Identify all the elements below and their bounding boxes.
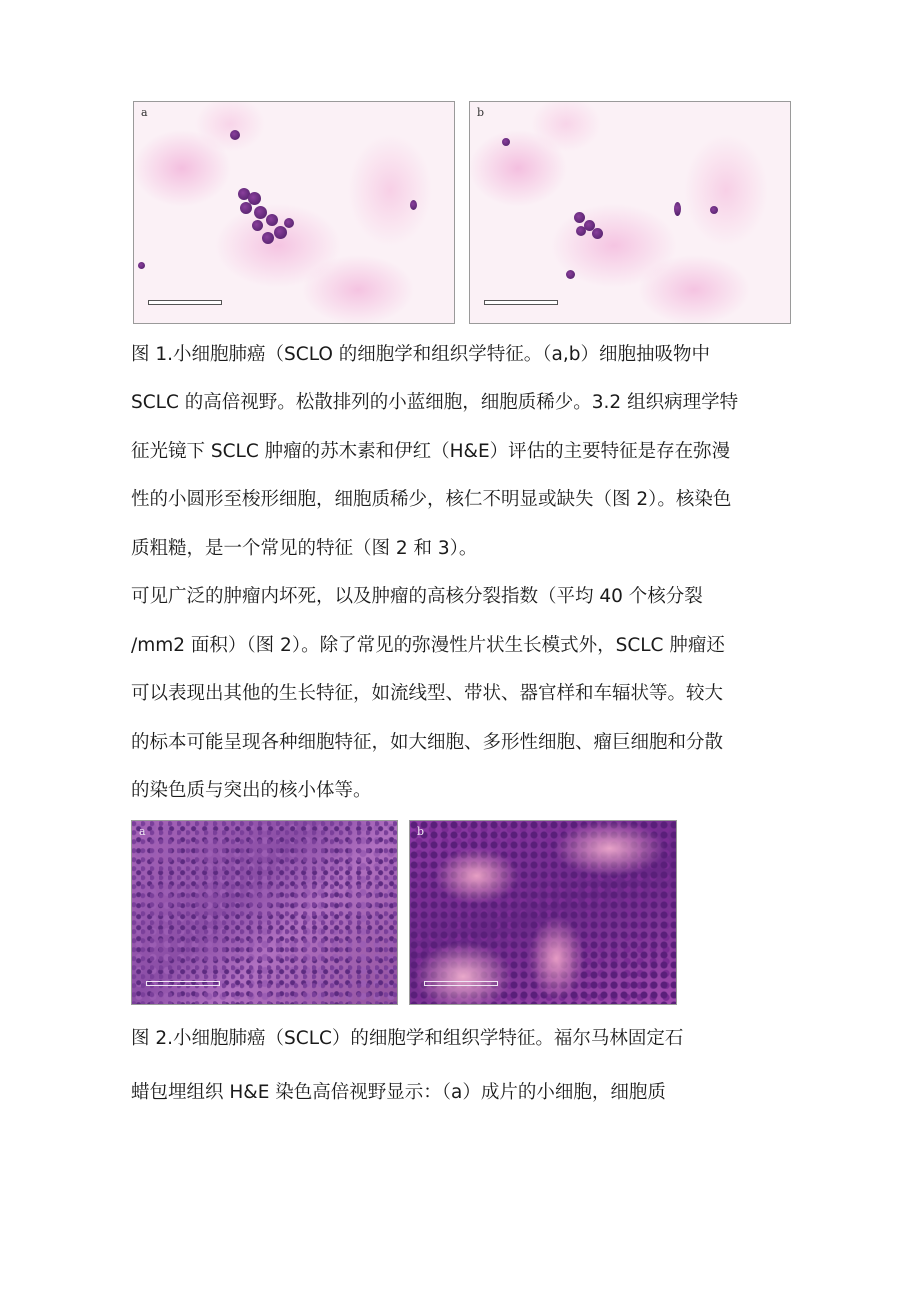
- cell-nucleus: [230, 130, 240, 140]
- text-line: 可以表现出其他的生长特征，如流线型、带状、器官样和车辐状等。较大: [131, 683, 724, 704]
- cell-nucleus: [254, 206, 267, 219]
- cell-nucleus: [240, 202, 252, 214]
- cell-nucleus: [262, 232, 274, 244]
- text-line: 征光镜下 SCLC 肿瘤的苏木素和伊红（H&E）评估的主要特征是存在弥漫: [131, 441, 731, 462]
- cell-nucleus: [502, 138, 510, 146]
- panel-letter-a: a: [141, 106, 148, 119]
- text-line: 图 2.小细胞肺癌（SCLC）的细胞学和组织学特征。福尔马林固定石: [131, 1028, 684, 1049]
- cell-nucleus: [592, 228, 603, 239]
- text-line: SCLC 的高倍视野。松散排列的小蓝细胞，细胞质稀少。3.2 组织病理学特: [131, 392, 739, 413]
- scale-bar: [146, 981, 220, 986]
- cell-nucleus: [266, 214, 278, 226]
- cell-nucleus: [574, 212, 585, 223]
- figure2-panel-a: [131, 820, 398, 1005]
- text-line: 蜡包埋组织 H&E 染色高倍视野显示：（a）成片的小细胞，细胞质: [131, 1082, 666, 1103]
- figure1-panel-a: [133, 101, 455, 324]
- text-line: 的染色质与突出的核小体等。: [131, 780, 372, 801]
- cell-nucleus: [710, 206, 718, 214]
- panel-letter-b: b: [477, 106, 485, 119]
- panel-letter-b: b: [417, 825, 425, 838]
- cell-nucleus: [284, 218, 294, 228]
- text-line: 性的小圆形至梭形细胞，细胞质稀少，核仁不明显或缺失（图 2）。核染色: [131, 489, 732, 510]
- cell-nucleus: [576, 226, 586, 236]
- figure1-panel-b: [469, 101, 791, 324]
- cell-nucleus: [252, 220, 263, 231]
- cell-nucleus: [410, 200, 417, 210]
- text-line: 质粗糙，是一个常见的特征（图 2 和 3）。: [131, 538, 478, 559]
- text-line: 的标本可能呈现各种细胞特征，如大细胞、多形性细胞、瘤巨细胞和分散: [131, 732, 724, 753]
- panel-letter-a: a: [139, 825, 146, 838]
- text-line: /mm2 面积）（图 2）。除了常见的弥漫性片状生长模式外，SCLC 肿瘤还: [131, 635, 725, 656]
- scale-bar: [424, 981, 498, 986]
- cell-nucleus: [274, 226, 287, 239]
- scale-bar: [148, 300, 222, 305]
- text-line: 图 1.小细胞肺癌（SCLO 的细胞学和组织学特征。（a,b）细胞抽吸物中: [131, 344, 710, 365]
- cell-nucleus: [138, 262, 145, 269]
- figure2-panel-b: [409, 820, 677, 1005]
- cell-nucleus: [566, 270, 575, 279]
- scale-bar: [484, 300, 558, 305]
- cell-nucleus: [674, 202, 681, 216]
- text-line: 可见广泛的肿瘤内坏死，以及肿瘤的高核分裂指数（平均 40 个核分裂: [131, 586, 703, 607]
